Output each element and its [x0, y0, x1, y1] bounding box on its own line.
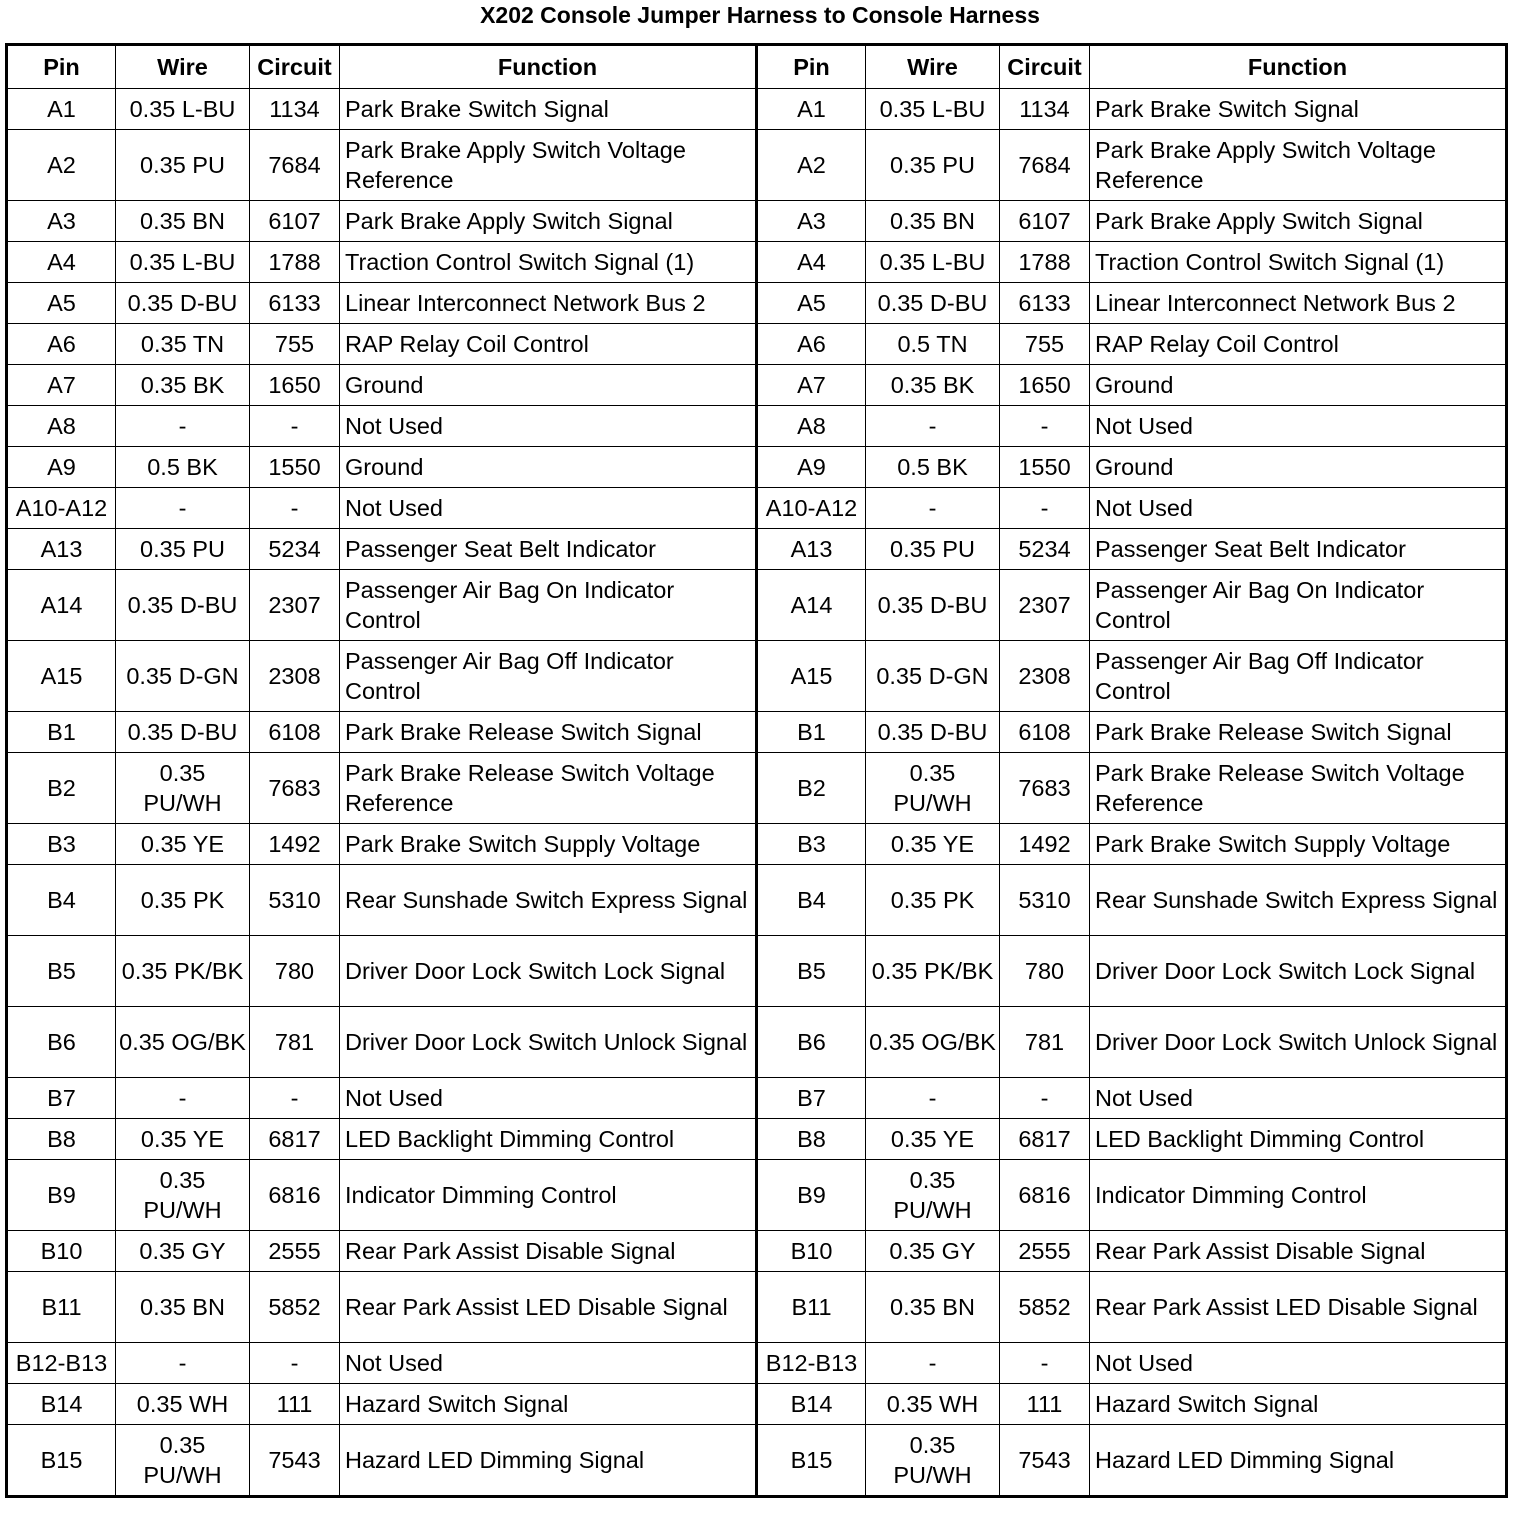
- left-function-cell: Hazard Switch Signal: [340, 1384, 757, 1425]
- right-function-cell: Traction Control Switch Signal (1): [1090, 242, 1507, 283]
- left-function-cell: Driver Door Lock Switch Unlock Signal: [340, 1007, 757, 1078]
- left-function-cell: Park Brake Switch Signal: [340, 89, 757, 130]
- left-pin-cell: B9: [7, 1160, 116, 1231]
- left-pin-cell: B1: [7, 712, 116, 753]
- right-pin-cell: A8: [757, 406, 866, 447]
- left-wire-cell: 0.35 PK/BK: [116, 936, 250, 1007]
- left-wire-cell: -: [116, 1343, 250, 1384]
- right-pin-cell: A4: [757, 242, 866, 283]
- left-pin-cell: A13: [7, 529, 116, 570]
- right-function-cell: Driver Door Lock Switch Lock Signal: [1090, 936, 1507, 1007]
- right-wire-cell: 0.35 D-BU: [866, 712, 1000, 753]
- left-circuit-cell: -: [250, 1343, 340, 1384]
- table-row: [7, 365, 1507, 406]
- left-wire-cell: 0.35 PK: [116, 865, 250, 936]
- right-function-cell: Not Used: [1090, 406, 1507, 447]
- table-row: [7, 641, 1507, 712]
- right-wire-cell: 0.35 PU: [866, 529, 1000, 570]
- right-circuit-cell: 1788: [1000, 242, 1090, 283]
- left-wire-cell: 0.35 D-GN: [116, 641, 250, 712]
- left-function-cell: Passenger Seat Belt Indicator: [340, 529, 757, 570]
- right-pin-cell: A2: [757, 130, 866, 201]
- right-pin-cell: A6: [757, 324, 866, 365]
- right-circuit-cell: -: [1000, 1343, 1090, 1384]
- left-circuit-cell: 6816: [250, 1160, 340, 1231]
- right-function-cell: Park Brake Switch Signal: [1090, 89, 1507, 130]
- right-function-cell: LED Backlight Dimming Control: [1090, 1119, 1507, 1160]
- left-wire-cell: 0.35 PU/WH: [116, 753, 250, 824]
- left-function-cell: Traction Control Switch Signal (1): [340, 242, 757, 283]
- left-wire-cell: 0.35 PU/WH: [116, 1160, 250, 1231]
- right-pin-cell: A15: [757, 641, 866, 712]
- table-row: [7, 865, 1507, 936]
- right-pin-cell: B8: [757, 1119, 866, 1160]
- right-circuit-cell: 780: [1000, 936, 1090, 1007]
- connector-table: [5, 43, 1508, 1498]
- right-wire-cell: 0.35 GY: [866, 1231, 1000, 1272]
- right-circuit-cell: -: [1000, 406, 1090, 447]
- left-wire-cell: 0.35 GY: [116, 1231, 250, 1272]
- table-row: [7, 712, 1507, 753]
- left-circuit-cell: 6108: [250, 712, 340, 753]
- table-row: [7, 1007, 1507, 1078]
- left-function-cell: Passenger Air Bag Off Indicator Control: [340, 641, 757, 712]
- left-wire-cell: -: [116, 406, 250, 447]
- right-circuit-cell: 111: [1000, 1384, 1090, 1425]
- left-function-cell: Park Brake Release Switch Signal: [340, 712, 757, 753]
- right-circuit-cell: 755: [1000, 324, 1090, 365]
- right-circuit-cell: 5234: [1000, 529, 1090, 570]
- left-pin-cell: B5: [7, 936, 116, 1007]
- header-function: Function: [1090, 45, 1507, 89]
- left-wire-cell: 0.35 TN: [116, 324, 250, 365]
- right-wire-cell: 0.35 D-BU: [866, 570, 1000, 641]
- left-function-cell: Not Used: [340, 1343, 757, 1384]
- left-function-cell: Ground: [340, 447, 757, 488]
- right-wire-cell: 0.35 OG/BK: [866, 1007, 1000, 1078]
- right-pin-cell: A13: [757, 529, 866, 570]
- left-function-cell: Park Brake Switch Supply Voltage: [340, 824, 757, 865]
- header-circuit: Circuit: [1000, 45, 1090, 89]
- right-wire-cell: 0.35 PK/BK: [866, 936, 1000, 1007]
- right-function-cell: RAP Relay Coil Control: [1090, 324, 1507, 365]
- right-function-cell: Rear Park Assist LED Disable Signal: [1090, 1272, 1507, 1343]
- page-title: X202 Console Jumper Harness to Console Harness: [480, 2, 1040, 28]
- left-circuit-cell: 5310: [250, 865, 340, 936]
- right-circuit-cell: 781: [1000, 1007, 1090, 1078]
- right-wire-cell: 0.35 BK: [866, 365, 1000, 406]
- left-circuit-cell: -: [250, 488, 340, 529]
- left-circuit-cell: 2555: [250, 1231, 340, 1272]
- left-function-cell: Hazard LED Dimming Signal: [340, 1425, 757, 1497]
- right-pin-cell: A1: [757, 89, 866, 130]
- right-pin-cell: B15: [757, 1425, 866, 1497]
- left-wire-cell: 0.35 PU: [116, 130, 250, 201]
- right-wire-cell: 0.35 WH: [866, 1384, 1000, 1425]
- right-circuit-cell: 5310: [1000, 865, 1090, 936]
- right-circuit-cell: 1492: [1000, 824, 1090, 865]
- left-function-cell: Linear Interconnect Network Bus 2: [340, 283, 757, 324]
- right-wire-cell: 0.35 D-GN: [866, 641, 1000, 712]
- right-wire-cell: -: [866, 488, 1000, 529]
- header-row: [7, 45, 1507, 89]
- right-pin-cell: B10: [757, 1231, 866, 1272]
- right-pin-cell: B7: [757, 1078, 866, 1119]
- right-wire-cell: 0.35 BN: [866, 201, 1000, 242]
- right-wire-cell: 0.35 PK: [866, 865, 1000, 936]
- left-circuit-cell: 111: [250, 1384, 340, 1425]
- left-pin-cell: B11: [7, 1272, 116, 1343]
- right-pin-cell: B5: [757, 936, 866, 1007]
- table-row: [7, 1272, 1507, 1343]
- table-row: [7, 529, 1507, 570]
- right-pin-cell: B11: [757, 1272, 866, 1343]
- left-wire-cell: 0.35 L-BU: [116, 89, 250, 130]
- header-wire: Wire: [866, 45, 1000, 89]
- right-function-cell: Passenger Air Bag Off Indicator Control: [1090, 641, 1507, 712]
- left-pin-cell: A7: [7, 365, 116, 406]
- table-row: [7, 1160, 1507, 1231]
- left-circuit-cell: 1788: [250, 242, 340, 283]
- header-pin: Pin: [7, 45, 116, 89]
- right-wire-cell: 0.5 BK: [866, 447, 1000, 488]
- left-circuit-cell: 1492: [250, 824, 340, 865]
- right-pin-cell: B3: [757, 824, 866, 865]
- right-circuit-cell: 2308: [1000, 641, 1090, 712]
- left-wire-cell: 0.35 D-BU: [116, 570, 250, 641]
- right-function-cell: Linear Interconnect Network Bus 2: [1090, 283, 1507, 324]
- right-wire-cell: 0.35 L-BU: [866, 89, 1000, 130]
- table-row: [7, 824, 1507, 865]
- table-row: [7, 1343, 1507, 1384]
- left-pin-cell: A1: [7, 89, 116, 130]
- left-pin-cell: A14: [7, 570, 116, 641]
- right-pin-cell: B4: [757, 865, 866, 936]
- left-circuit-cell: 781: [250, 1007, 340, 1078]
- left-circuit-cell: 1550: [250, 447, 340, 488]
- right-function-cell: Ground: [1090, 365, 1507, 406]
- right-circuit-cell: 7543: [1000, 1425, 1090, 1497]
- left-wire-cell: 0.35 YE: [116, 1119, 250, 1160]
- left-pin-cell: B10: [7, 1231, 116, 1272]
- left-function-cell: Park Brake Apply Switch Signal: [340, 201, 757, 242]
- left-function-cell: Rear Park Assist LED Disable Signal: [340, 1272, 757, 1343]
- right-pin-cell: A3: [757, 201, 866, 242]
- left-circuit-cell: 2307: [250, 570, 340, 641]
- left-function-cell: Driver Door Lock Switch Lock Signal: [340, 936, 757, 1007]
- left-pin-cell: B6: [7, 1007, 116, 1078]
- right-function-cell: Indicator Dimming Control: [1090, 1160, 1507, 1231]
- right-wire-cell: 0.35 PU/WH: [866, 1425, 1000, 1497]
- right-function-cell: Hazard Switch Signal: [1090, 1384, 1507, 1425]
- right-function-cell: Park Brake Apply Switch Signal: [1090, 201, 1507, 242]
- right-wire-cell: -: [866, 406, 1000, 447]
- left-wire-cell: -: [116, 488, 250, 529]
- left-wire-cell: 0.35 OG/BK: [116, 1007, 250, 1078]
- right-function-cell: Passenger Air Bag On Indicator Control: [1090, 570, 1507, 641]
- left-wire-cell: 0.35 D-BU: [116, 283, 250, 324]
- left-function-cell: Ground: [340, 365, 757, 406]
- right-circuit-cell: 1650: [1000, 365, 1090, 406]
- right-function-cell: Park Brake Release Switch Signal: [1090, 712, 1507, 753]
- right-circuit-cell: 1550: [1000, 447, 1090, 488]
- left-function-cell: LED Backlight Dimming Control: [340, 1119, 757, 1160]
- right-function-cell: Hazard LED Dimming Signal: [1090, 1425, 1507, 1497]
- header-wire: Wire: [116, 45, 250, 89]
- right-wire-cell: 0.35 BN: [866, 1272, 1000, 1343]
- table-row: [7, 936, 1507, 1007]
- left-function-cell: Indicator Dimming Control: [340, 1160, 757, 1231]
- right-wire-cell: -: [866, 1078, 1000, 1119]
- left-pin-cell: A15: [7, 641, 116, 712]
- left-circuit-cell: 7543: [250, 1425, 340, 1497]
- right-function-cell: Rear Park Assist Disable Signal: [1090, 1231, 1507, 1272]
- right-circuit-cell: 6816: [1000, 1160, 1090, 1231]
- right-pin-cell: B1: [757, 712, 866, 753]
- right-function-cell: Park Brake Apply Switch Voltage Reference: [1090, 130, 1507, 201]
- right-function-cell: Not Used: [1090, 488, 1507, 529]
- table-row: [7, 1384, 1507, 1425]
- left-pin-cell: B14: [7, 1384, 116, 1425]
- left-function-cell: Not Used: [340, 1078, 757, 1119]
- left-pin-cell: B4: [7, 865, 116, 936]
- left-function-cell: RAP Relay Coil Control: [340, 324, 757, 365]
- table-row: [7, 89, 1507, 130]
- table-row: [7, 570, 1507, 641]
- right-function-cell: Rear Sunshade Switch Express Signal: [1090, 865, 1507, 936]
- left-pin-cell: A6: [7, 324, 116, 365]
- left-pin-cell: A2: [7, 130, 116, 201]
- left-wire-cell: 0.35 YE: [116, 824, 250, 865]
- right-pin-cell: B9: [757, 1160, 866, 1231]
- right-function-cell: Ground: [1090, 447, 1507, 488]
- header-function: Function: [340, 45, 757, 89]
- right-wire-cell: 0.5 TN: [866, 324, 1000, 365]
- right-circuit-cell: -: [1000, 1078, 1090, 1119]
- left-circuit-cell: 780: [250, 936, 340, 1007]
- table-row: [7, 488, 1507, 529]
- right-wire-cell: 0.35 D-BU: [866, 283, 1000, 324]
- left-circuit-cell: -: [250, 1078, 340, 1119]
- left-function-cell: Park Brake Apply Switch Voltage Reference: [340, 130, 757, 201]
- right-circuit-cell: 6133: [1000, 283, 1090, 324]
- left-wire-cell: 0.35 PU/WH: [116, 1425, 250, 1497]
- right-pin-cell: A7: [757, 365, 866, 406]
- right-function-cell: Park Brake Switch Supply Voltage: [1090, 824, 1507, 865]
- left-function-cell: Not Used: [340, 406, 757, 447]
- right-pin-cell: A5: [757, 283, 866, 324]
- left-wire-cell: 0.35 BN: [116, 1272, 250, 1343]
- right-wire-cell: -: [866, 1343, 1000, 1384]
- right-pin-cell: B2: [757, 753, 866, 824]
- right-pin-cell: A9: [757, 447, 866, 488]
- left-circuit-cell: 1134: [250, 89, 340, 130]
- left-pin-cell: B8: [7, 1119, 116, 1160]
- left-circuit-cell: 5852: [250, 1272, 340, 1343]
- left-pin-cell: B2: [7, 753, 116, 824]
- table-row: [7, 1119, 1507, 1160]
- left-circuit-cell: 6817: [250, 1119, 340, 1160]
- left-pin-cell: B12-B13: [7, 1343, 116, 1384]
- left-circuit-cell: 1650: [250, 365, 340, 406]
- left-function-cell: Passenger Air Bag On Indicator Control: [340, 570, 757, 641]
- left-pin-cell: A8: [7, 406, 116, 447]
- right-pin-cell: B12-B13: [757, 1343, 866, 1384]
- left-circuit-cell: 6107: [250, 201, 340, 242]
- left-wire-cell: 0.35 BK: [116, 365, 250, 406]
- table-row: [7, 406, 1507, 447]
- right-circuit-cell: 1134: [1000, 89, 1090, 130]
- right-circuit-cell: 6817: [1000, 1119, 1090, 1160]
- table-row: [7, 283, 1507, 324]
- right-function-cell: Park Brake Release Switch Voltage Reference: [1090, 753, 1507, 824]
- left-wire-cell: 0.35 L-BU: [116, 242, 250, 283]
- right-circuit-cell: 6108: [1000, 712, 1090, 753]
- right-circuit-cell: 5852: [1000, 1272, 1090, 1343]
- right-pin-cell: A14: [757, 570, 866, 641]
- table-row: [7, 447, 1507, 488]
- left-pin-cell: A5: [7, 283, 116, 324]
- right-circuit-cell: 6107: [1000, 201, 1090, 242]
- left-wire-cell: 0.35 WH: [116, 1384, 250, 1425]
- left-circuit-cell: 7683: [250, 753, 340, 824]
- left-pin-cell: A3: [7, 201, 116, 242]
- right-pin-cell: B6: [757, 1007, 866, 1078]
- right-wire-cell: 0.35 L-BU: [866, 242, 1000, 283]
- right-function-cell: Passenger Seat Belt Indicator: [1090, 529, 1507, 570]
- left-pin-cell: A4: [7, 242, 116, 283]
- left-function-cell: Rear Park Assist Disable Signal: [340, 1231, 757, 1272]
- left-function-cell: Not Used: [340, 488, 757, 529]
- right-wire-cell: 0.35 PU/WH: [866, 1160, 1000, 1231]
- table-row: [7, 201, 1507, 242]
- right-pin-cell: A10-A12: [757, 488, 866, 529]
- left-function-cell: Rear Sunshade Switch Express Signal: [340, 865, 757, 936]
- right-function-cell: Not Used: [1090, 1078, 1507, 1119]
- left-wire-cell: 0.35 D-BU: [116, 712, 250, 753]
- right-circuit-cell: 2555: [1000, 1231, 1090, 1272]
- table-row: [7, 1231, 1507, 1272]
- right-circuit-cell: 7683: [1000, 753, 1090, 824]
- right-wire-cell: 0.35 YE: [866, 1119, 1000, 1160]
- left-circuit-cell: 5234: [250, 529, 340, 570]
- right-circuit-cell: 7684: [1000, 130, 1090, 201]
- table-row: [7, 1078, 1507, 1119]
- left-wire-cell: 0.5 BK: [116, 447, 250, 488]
- left-pin-cell: A9: [7, 447, 116, 488]
- left-circuit-cell: -: [250, 406, 340, 447]
- left-pin-cell: A10-A12: [7, 488, 116, 529]
- right-wire-cell: 0.35 PU: [866, 130, 1000, 201]
- header-pin: Pin: [757, 45, 866, 89]
- table-row: [7, 130, 1507, 201]
- right-circuit-cell: 2307: [1000, 570, 1090, 641]
- right-wire-cell: 0.35 PU/WH: [866, 753, 1000, 824]
- table-row: [7, 1425, 1507, 1497]
- left-wire-cell: 0.35 BN: [116, 201, 250, 242]
- right-function-cell: Driver Door Lock Switch Unlock Signal: [1090, 1007, 1507, 1078]
- right-circuit-cell: -: [1000, 488, 1090, 529]
- left-circuit-cell: 2308: [250, 641, 340, 712]
- left-wire-cell: -: [116, 1078, 250, 1119]
- left-circuit-cell: 6133: [250, 283, 340, 324]
- right-function-cell: Not Used: [1090, 1343, 1507, 1384]
- right-pin-cell: B14: [757, 1384, 866, 1425]
- table-row: [7, 242, 1507, 283]
- left-wire-cell: 0.35 PU: [116, 529, 250, 570]
- left-pin-cell: B7: [7, 1078, 116, 1119]
- table-row: [7, 324, 1507, 365]
- left-function-cell: Park Brake Release Switch Voltage Reference: [340, 753, 757, 824]
- left-pin-cell: B3: [7, 824, 116, 865]
- left-pin-cell: B15: [7, 1425, 116, 1497]
- table-row: [7, 753, 1507, 824]
- right-wire-cell: 0.35 YE: [866, 824, 1000, 865]
- left-circuit-cell: 7684: [250, 130, 340, 201]
- left-circuit-cell: 755: [250, 324, 340, 365]
- header-circuit: Circuit: [250, 45, 340, 89]
